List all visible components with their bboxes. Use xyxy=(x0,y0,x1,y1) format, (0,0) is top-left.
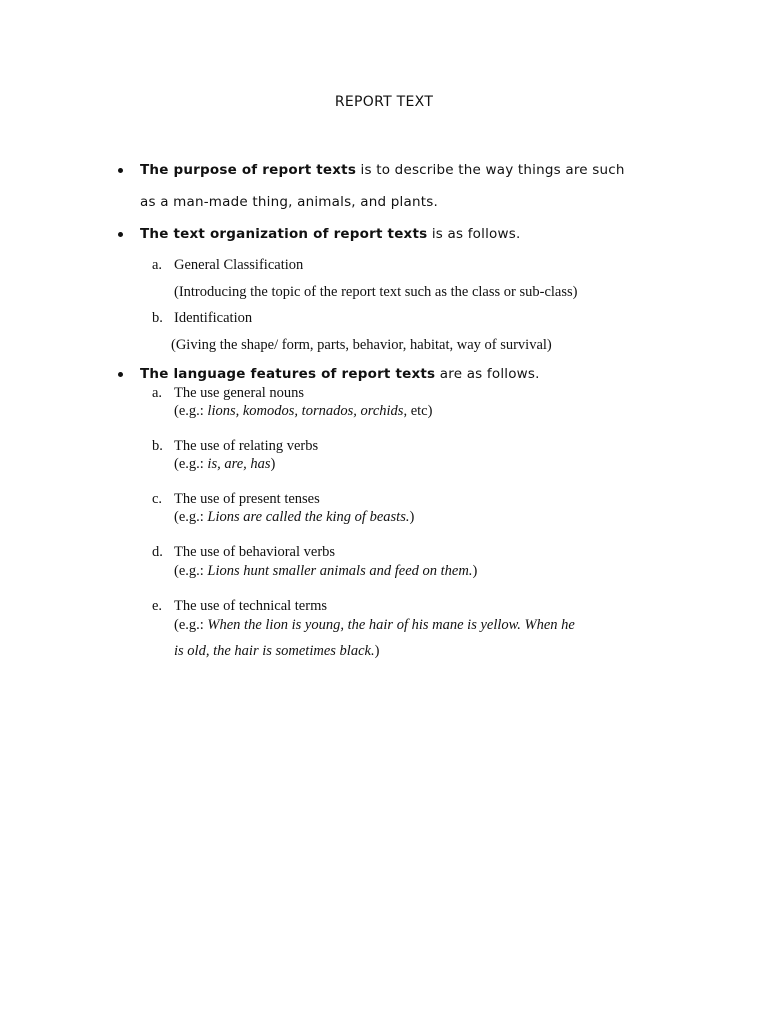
lang-item-example-cont xyxy=(174,642,379,660)
page-title: REPORT TEXT xyxy=(334,94,434,110)
lang-item-label: The use of behavioral verbs xyxy=(174,544,336,560)
purpose-line-1 xyxy=(140,161,625,179)
lang-item-label: The use of present tenses xyxy=(174,491,320,507)
example-text: When the lion is young, the hair of his mane is yellow. When he xyxy=(207,617,575,633)
example-text: Lions hunt smaller animals and feed on them. xyxy=(207,563,473,579)
eg-close: ) xyxy=(374,643,380,659)
eg-close: ) xyxy=(409,509,415,525)
lang-item-marker: b. xyxy=(152,438,163,454)
language-text: are as follows. xyxy=(435,366,540,382)
lang-item-marker: a. xyxy=(152,385,163,401)
lang-item-example xyxy=(174,562,477,580)
bullet-dot xyxy=(118,372,123,377)
purpose-text: is to describe the way things are such xyxy=(356,162,625,178)
eg-close: , etc) xyxy=(403,403,433,419)
purpose-line-2: as a man-made thing, animals, and plants. xyxy=(140,194,438,210)
eg-open: (e.g.: xyxy=(174,509,208,525)
eg-close: ) xyxy=(472,563,478,579)
org-item-marker: b. xyxy=(152,310,163,326)
organization-heading: The text organization of report texts xyxy=(140,226,428,242)
lang-item-label: The use of technical terms xyxy=(174,598,327,614)
org-item-detail: (Giving the shape/ form, parts, behavior, habitat, way of survival) xyxy=(171,337,552,353)
organization-line xyxy=(140,225,520,243)
example-text: is old, the hair is sometimes black. xyxy=(174,643,375,659)
lang-item-example xyxy=(174,402,432,420)
bullet-dot xyxy=(118,232,123,237)
language-line xyxy=(140,365,540,383)
example-text: lions, komodos, tornados, orchids xyxy=(207,403,404,419)
org-item-detail: (Introducing the topic of the report text such as the class or sub-class) xyxy=(174,284,578,300)
lang-item-example xyxy=(174,616,575,634)
lang-item-label: The use of relating verbs xyxy=(174,438,319,454)
lang-item-marker: e. xyxy=(152,598,163,614)
bullet-dot xyxy=(118,168,123,173)
eg-open: (e.g.: xyxy=(174,403,208,419)
lang-item-example xyxy=(174,508,414,526)
org-item-label: Identification xyxy=(174,310,253,326)
organization-text: is as follows. xyxy=(427,226,521,242)
eg-open: (e.g.: xyxy=(174,456,208,472)
lang-item-label: The use general nouns xyxy=(174,385,305,401)
lang-item-example xyxy=(174,455,275,473)
eg-close: ) xyxy=(270,456,276,472)
org-item-marker: a. xyxy=(152,257,163,273)
eg-open: (e.g.: xyxy=(174,563,208,579)
purpose-heading: The purpose of report texts xyxy=(140,162,357,178)
example-text: is, are, has xyxy=(207,456,271,472)
org-item-label: General Classification xyxy=(174,257,304,273)
eg-open: (e.g.: xyxy=(174,617,208,633)
language-heading: The language features of report texts xyxy=(140,366,436,382)
example-text: Lions are called the king of beasts. xyxy=(207,509,410,525)
lang-item-marker: d. xyxy=(152,544,163,560)
lang-item-marker: c. xyxy=(152,491,163,507)
